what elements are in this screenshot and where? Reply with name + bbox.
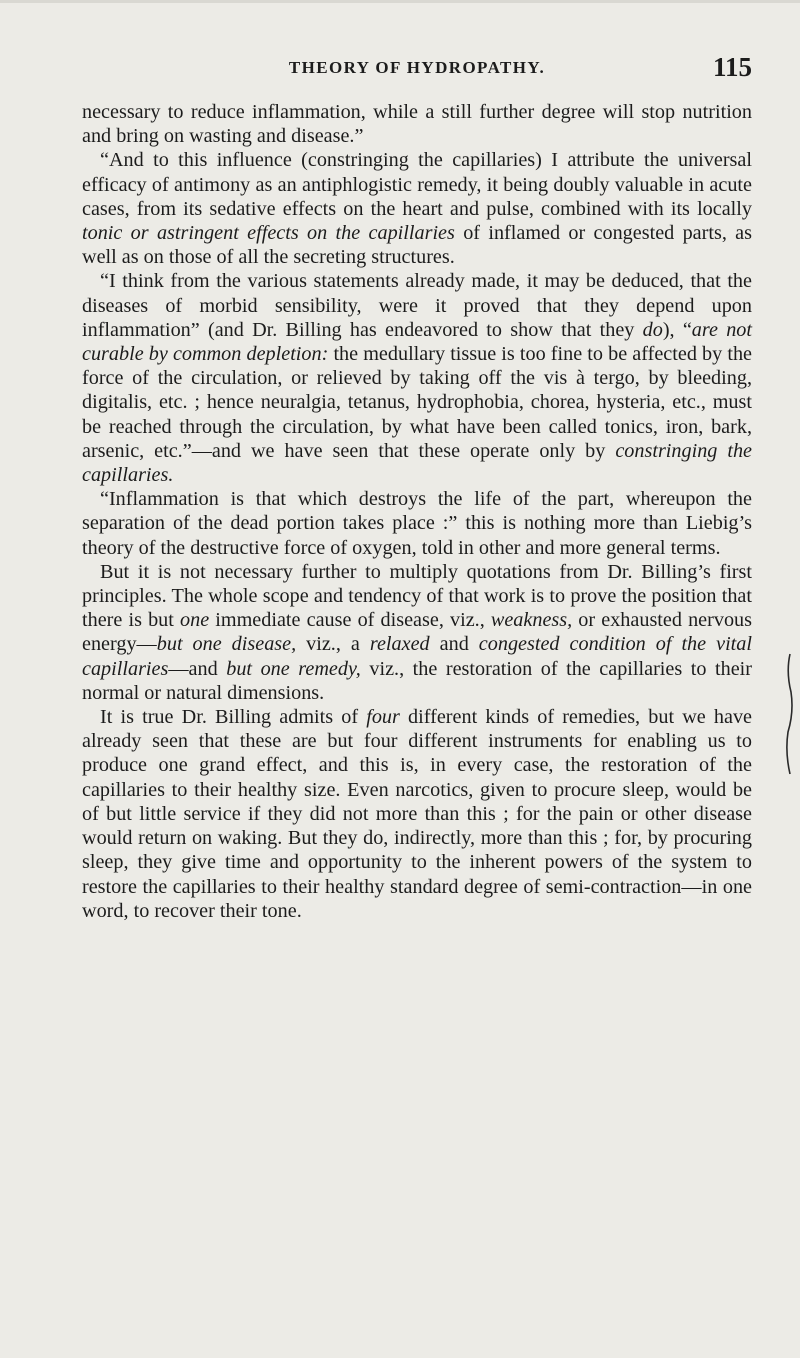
text-run: —and [168, 657, 227, 680]
margin-bracket-mark [782, 652, 796, 776]
paragraph [82, 560, 752, 705]
text-run: ), “ [662, 318, 692, 341]
italic-text-run: weakness, [490, 609, 573, 632]
paragraph [82, 487, 752, 560]
italic-text-run: one [180, 609, 210, 632]
page-header [82, 52, 752, 86]
text-run: and [429, 633, 479, 656]
text-run: immediate cause of disease, viz., [209, 609, 491, 632]
text-run: “I think from the various statements already made, it may be deduced, that the diseases of morbid sensibility, were it proved that they depend upon inflammation” (and Dr. Billing has endeavored to show that they [82, 270, 752, 341]
italic-text-run: congested condition of the vital capillaries [82, 633, 752, 680]
text-run: But it is not necessary further to multiply quotations from Dr. Billing’s first principles. The whole scope and tendency of that work is to prove the position that there is but [82, 560, 752, 632]
italic-text-run: constringing the capillaries. [82, 439, 753, 487]
italic-text-run: but one remedy, [226, 657, 361, 680]
text-run: necessary to reduce inflammation, while a still further degree will stop nutrition and bring on wasting and disease.” [82, 101, 752, 148]
paragraph [82, 269, 752, 487]
text-run: It is true Dr. Billing admits of [100, 706, 367, 729]
paragraph [82, 148, 752, 269]
page-number: 115 [712, 52, 752, 82]
paragraph [82, 100, 752, 148]
text-run: different kinds of remedies, but we have already seen that these are but four different instruments for enabling us to produce one grand effect, and this is, in every case, the restoration of the capillaries to their healthy size. Even narcotics, given to procure sleep, would be of but little service if they did not more than this ; for the pain or other disease would return on waking. But they do, indirectly, more than this ; for, by procuring sleep, they give time and opportunity to the inherent powers of the system to restore the capillaries to their healthy standard degree of semi-contraction—in one word, to recover their tone. [82, 706, 753, 922]
italic-text-run: four [366, 706, 400, 729]
italic-text-run: tonic or astringent effects on the capillaries [82, 222, 455, 245]
text-run: or exhausted nervous energy— [82, 609, 753, 656]
text-run: “And to this influence (constringing the capillaries) I attribute the universal efficacy of antimony as an antiphlogistic remedy, it being doubly valuable in acute cases, from its sedative effects on the heart and pulse, combined with its locally [82, 149, 752, 220]
text-run: viz., the restoration of the capillaries to their normal or natural dimensions. [82, 657, 752, 704]
running-head: THEORY OF HYDROPATHY. [288, 58, 546, 77]
text-run: the medullary tissue is too fine to be affected by the force of the circulation, or relieved by taking off the vis à tergo, by bleeding, digitalis, etc. ; hence neuralgia, tetanus, hydrophobia, chorea, hysteria, etc., must be reached through the circulation, by what have been called tonics, iron, bark, arsenic, etc.”—and we have seen that these operate only by [82, 343, 752, 462]
italic-text-run: but one disease, [156, 633, 297, 656]
italic-text-run: are not curable by common depletion: [82, 318, 752, 366]
italic-text-run: relaxed [369, 633, 430, 656]
text-run: of inflamed or congested parts, as well as on those of all the secreting structures. [82, 222, 752, 269]
text-run: “Inflammation is that which destroys the life of the part, whereupon the separation of the dead portion takes place :” this is nothing more than Liebig’s theory of the destructive force of oxygen, told in other and more general terms. [82, 488, 752, 559]
paragraph [82, 705, 752, 923]
page-top-edge [0, 0, 800, 3]
body-text [82, 100, 752, 923]
text-run: viz., a [296, 633, 370, 656]
italic-text-run: do [642, 318, 663, 341]
